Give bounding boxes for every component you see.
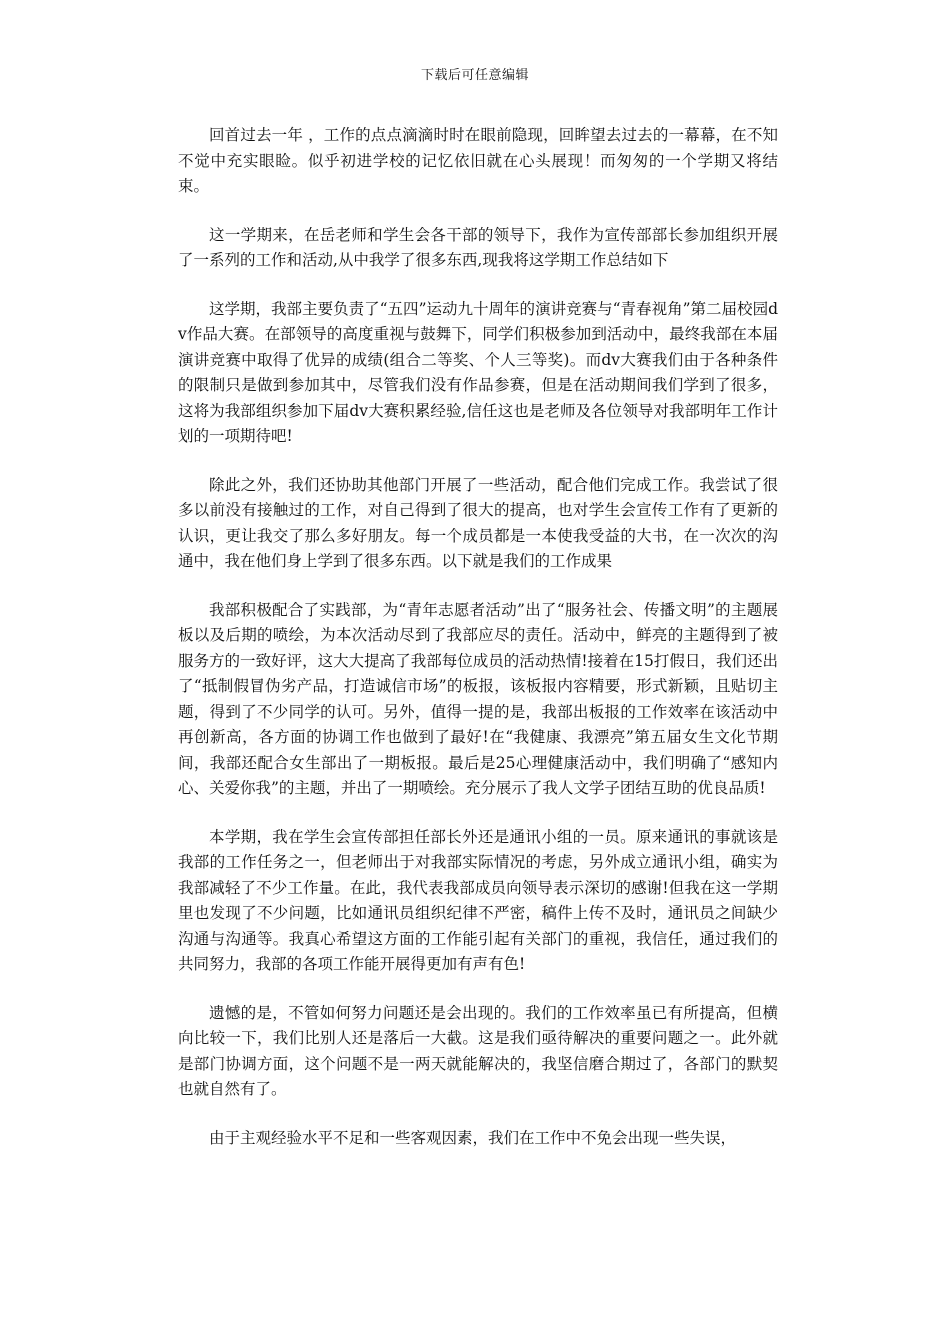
paragraph: 回首过去一年 ，工作的点点滴滴时时在眼前隐现，回眸望去过去的一幕幕，在不知不觉中充实眼睑。似乎初进学校的记忆依旧就在心头展现！而匆匆的一个学期又将结束。 [178,126,778,195]
paragraph: 遗憾的是，不管如何努力问题还是会出现的。我们的工作效率虽已有所提高，但横向比较一下，我们比别人还是落后一大截。这是我们亟待解决的重要问题之一。此外就是部门协调方面，这个问题不是一两天就能解决的，我坚信磨合期过了，各部门的默契也就自然有了。 [178,1003,778,1098]
paragraph: 由于主观经验水平不足和一些客观因素，我们在工作中不免会出现一些失误， [209,1128,737,1147]
paragraph: 本学期，我在学生会宣传部担任部长外还是通讯小组的一员。原来通讯的事就该是我部的工作任务之一，但老师出于对我部实际情况的考虑，另外成立通讯小组，确实为我部减轻了不少工作量。在此，我代表我部成员向领导表示深切的感谢!但我在这一学期里也发现了不少问题，比如通讯员组织纪律不严密，稿件上传不及时，通讯员之间缺少沟通与沟通等。我真心希望这方面的工作能引起有关部门的重视，我信任，通过我们的共同努力，我部的各项工作能开展得更加有声有色! [178,827,778,973]
header-note: 下载后可任意编辑 [420,68,529,83]
paragraph: 除此之外，我们还协助其他部门开展了一些活动，配合他们完成工作。我尝试了很多以前没有接触过的工作，对自己得到了很大的提高，也对学生会宣传工作有了更新的认识，更让我交了那么多好朋友。每一个成员都是一本使我受益的大书，在一次次的沟通中，我在他们身上学到了很多东西。以下就是我们的工作成果 [178,475,778,570]
paragraph: 我部积极配合了实践部，为“青年志愿者活动”出了“服务社会、传播文明”的主题展板以及后期的喷绘，为本次活动尽到了我部应尽的责任。活动中，鲜亮的主题得到了被服务方的一致好评，这大大提高了我部每位成员的活动热情!接着在15打假日，我们还出了“抵制假冒伪劣产品，打造诚信市场”的板报，该板报内容精要，形式新颖，且贴切主题，得到了不少同学的认可。另外，值得一提的是，我部出板报的工作效率在该活动中再创新高，各方面的协调工作也做到了最好!在“我健康、我漂亮”第五届女生文化节期间，我部还配合女生部出了一期板报。最后是25心理健康活动中，我们明确了“感知内心、关爱你我”的主题，并出了一期喷绘。充分展示了我人文学子团结互助的优良品质! [178,600,778,797]
paragraph: 这一学期来，在岳老师和学生会各干部的领导下，我作为宣传部部长参加组织开展了一系列的工作和活动,从中我学了很多东西,现我将这学期工作总结如下 [178,225,778,269]
document-body [178,123,778,1174]
paragraph: 这学期，我部主要负责了“五四”运动九十周年的演讲竞赛与“青春视角”第二届校园dv作品大赛。在部领导的高度重视与鼓舞下，同学们积极参加到活动中，最终我部在本届演讲竞赛中取得了优异的成绩(组合二等奖、个人三等奖)。而dv大赛我们由于各种条件的限制只是做到参加其中，尽管我们没有作品参赛，但是在活动期间我们学到了很多，这将为我部组织参加下届dv大赛积累经验,信任这也是老师及各位领导对我部明年工作计划的一项期待吧! [178,299,778,445]
